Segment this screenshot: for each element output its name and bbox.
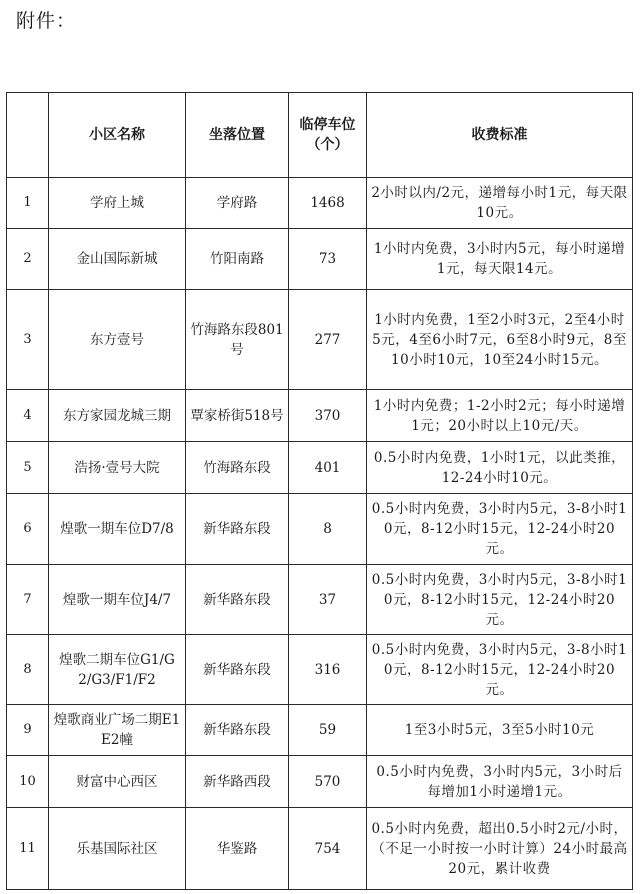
- parking-spaces: 754: [289, 808, 367, 890]
- fee-standard: 0.5小时内免费，超出0.5小时2元/小时，（不足一小时按一小时计算）24小时最高20元，累计收费: [367, 808, 633, 890]
- table-row: [7, 178, 633, 229]
- table-header-row: [7, 93, 633, 178]
- fee-standard: 0.5小时内免费，3小时内5元，3小时后每增加1小时递增1元。: [367, 756, 633, 808]
- fee-standard: 1小时内免费；1-2小时2元；每小时递增1元；20小时以上10元/天。: [367, 390, 633, 442]
- fee-standard: 2小时以内/2元，递增每小时1元，每天限10元。: [367, 178, 633, 229]
- parking-spaces: 37: [289, 565, 367, 635]
- community-name: 煌歌一期车位J4/7: [49, 565, 186, 635]
- table-row: [7, 290, 633, 390]
- parking-spaces: 73: [289, 229, 367, 290]
- location: 新华路东段: [186, 705, 289, 756]
- table-row: [7, 705, 633, 756]
- fee-standard: 0.5小时内免费，3小时内5元，3-8小时10元，8-12小时15元，12-24小时20元。: [367, 635, 633, 705]
- parking-spaces: 277: [289, 290, 367, 390]
- community-name: 煌歌商业广场二期E1E2幢: [49, 705, 186, 756]
- row-index: 5: [7, 442, 49, 494]
- row-index: 8: [7, 635, 49, 705]
- fee-standard: 0.5小时内免费，1小时1元，以此类推，12-24小时10元。: [367, 442, 633, 494]
- location: 竹海路东段801号: [186, 290, 289, 390]
- table-row: [7, 635, 633, 705]
- table-row: [7, 494, 633, 565]
- fee-standard: 1小时内免费，3小时内5元，每小时递增1元，每天限14元。: [367, 229, 633, 290]
- community-name: 财富中心西区: [49, 756, 186, 808]
- fee-standard: 1小时内免费，1至2小时3元，2至4小时5元，4至6小时7元，6至8小时9元，8至10小时10元，10至24小时15元。: [367, 290, 633, 390]
- community-name: 煌歌一期车位D7/8: [49, 494, 186, 565]
- fee-standard: 0.5小时内免费，3小时内5元，3-8小时10元，8-12小时15元，12-24小时20元。: [367, 494, 633, 565]
- community-name: 浩扬·壹号大院: [49, 442, 186, 494]
- fee-standard: 1至3小时5元，3至5小时10元: [367, 705, 633, 756]
- header-community-name: 小区名称: [49, 93, 186, 178]
- table-row: [7, 756, 633, 808]
- attachment-heading: 附件：: [16, 10, 77, 32]
- parking-fee-table: [6, 92, 633, 890]
- parking-spaces: 370: [289, 390, 367, 442]
- community-name: 乐基国际社区: [49, 808, 186, 890]
- location: 新华路东段: [186, 635, 289, 705]
- fee-standard: 0.5小时内免费，3小时内5元，3-8小时10元，8-12小时15元，12-24小时20元。: [367, 565, 633, 635]
- location: 新华路东段: [186, 494, 289, 565]
- location: 竹海路东段: [186, 442, 289, 494]
- parking-spaces: 8: [289, 494, 367, 565]
- community-name: 煌歌二期车位G1/G2/G3/F1/F2: [49, 635, 186, 705]
- table-row: [7, 565, 633, 635]
- location: 学府路: [186, 178, 289, 229]
- community-name: 东方壹号: [49, 290, 186, 390]
- row-index: 4: [7, 390, 49, 442]
- row-index: 7: [7, 565, 49, 635]
- parking-spaces: 401: [289, 442, 367, 494]
- table-row: [7, 808, 633, 890]
- parking-spaces: 316: [289, 635, 367, 705]
- row-index: 2: [7, 229, 49, 290]
- table-row: [7, 442, 633, 494]
- parking-spaces: 1468: [289, 178, 367, 229]
- location: 竹阳南路: [186, 229, 289, 290]
- header-fee-standard: 收费标准: [367, 93, 633, 178]
- header-temp-spaces: 临停车位（个）: [289, 93, 367, 178]
- row-index: 6: [7, 494, 49, 565]
- parking-spaces: 570: [289, 756, 367, 808]
- header-index: [7, 93, 49, 178]
- row-index: 9: [7, 705, 49, 756]
- community-name: 金山国际新城: [49, 229, 186, 290]
- community-name: 学府上城: [49, 178, 186, 229]
- location: 新华路东段: [186, 565, 289, 635]
- row-index: 3: [7, 290, 49, 390]
- parking-spaces: 59: [289, 705, 367, 756]
- location: 覃家桥街518号: [186, 390, 289, 442]
- table-row: [7, 390, 633, 442]
- location: 华鉴路: [186, 808, 289, 890]
- location: 新华路西段: [186, 756, 289, 808]
- row-index: 1: [7, 178, 49, 229]
- header-location: 坐落位置: [186, 93, 289, 178]
- row-index: 10: [7, 756, 49, 808]
- row-index: 11: [7, 808, 49, 890]
- table-row: [7, 229, 633, 290]
- community-name: 东方家园龙城三期: [49, 390, 186, 442]
